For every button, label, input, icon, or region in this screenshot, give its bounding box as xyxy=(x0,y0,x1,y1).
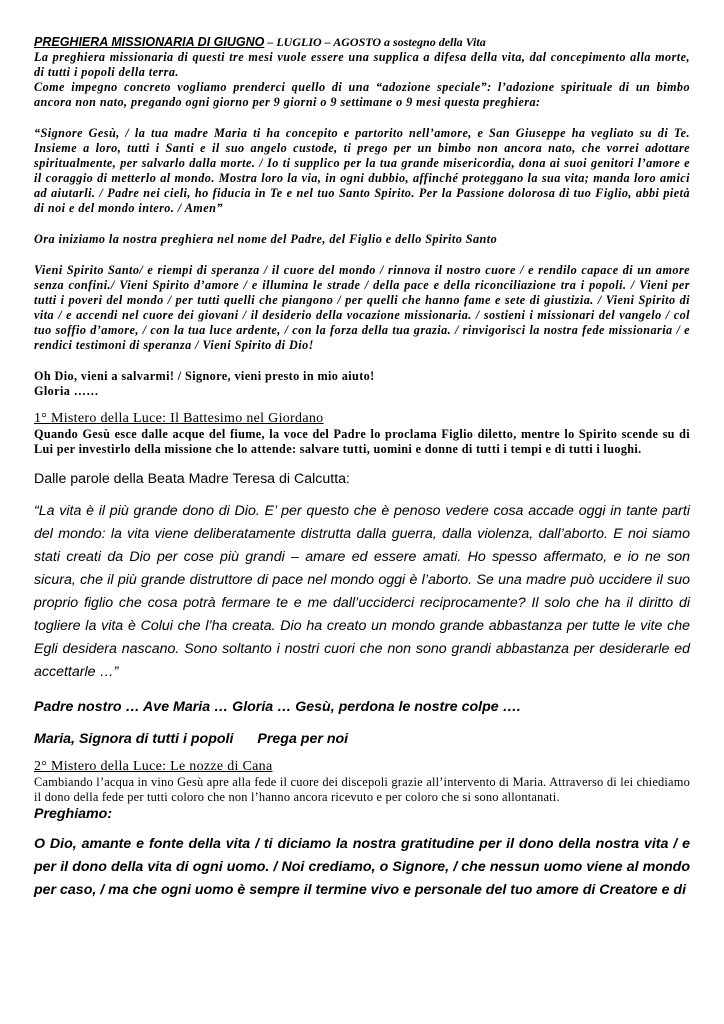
spacer xyxy=(34,216,690,232)
maria-invocation: Maria, Signora di tutti i popoli xyxy=(34,731,234,747)
intro-paragraph-2: Come impegno concreto vogliamo prenderci quello di una “adozione speciale”: l’adozione spirituale di un bimbo ancora non nato, pregando ogni giorno per 9 giorni o 9 settimane o 9 mesi questa preghiera: xyxy=(34,80,690,109)
teresa-heading: Dalle parole della Beata Madre Teresa di Calcutta: xyxy=(34,471,350,487)
preghiamo-text: O Dio, amante e fonte della vita / ti diciamo la nostra gratitudine per il dono della nostra vita / e per il dono della vita di ogni uomo. / Noi crediamo, o Signore, / che nessun uomo viene al mondo per caso, / ma che ogni uomo è sempre il termine vivo e personale del tuo amore di Creatore e di xyxy=(34,836,690,898)
spacer xyxy=(34,684,690,698)
spacer xyxy=(34,823,690,833)
title-subtitle: – LUGLIO – AGOSTO a sostegno della Vita xyxy=(264,35,486,49)
holy-spirit-prayer: Vieni Spirito Santo/ e riempi di speranza / il cuore del mondo / rinnova il nostro cuore / e rendilo capace di un amore senza confini./ Vieni Spirito d’amore / e illumina le strade / della pace e della riconciliazione tra i popoli. / Vieni per tutti i poveri del mondo / per tutti quelli che piangono / per quelli che hanno fame e sete di giustizia. / Vieni Spirito di vita / e accendi nel cuore dei giovani / il desiderio della vocazione missionaria. / sostieni i missionari del vangelo / col tuo soffio d’amore, / con la tua luce ardente, / con la forza della tua grazia. / rinvigorisci la nostra fede missionaria / e rendici testimoni di speranza / Vieni Spirito di Dio! xyxy=(34,263,690,352)
mystery-1-text: Quando Gesù esce dalle acque del fiume, la voce del Padre lo proclama Figlio diletto, mentre lo Spirito scende su di Lui per investirlo della missione che lo attende: salvare tutti, uomini e donne di tutti i tempi e di tutti i luoghi. xyxy=(34,427,690,456)
title-main: PREGHIERA MISSIONARIA DI GIUGNO xyxy=(34,35,265,49)
invocation-line: Oh Dio, vieni a salvarmi! / Signore, vieni presto in mio aiuto! xyxy=(34,369,375,383)
mystery-1-heading: 1° Mistero della Luce: Il Battesimo nel Giordano xyxy=(34,411,324,426)
preghiamo-heading: Preghiamo: xyxy=(34,806,113,822)
maria-line xyxy=(34,730,690,748)
spacer xyxy=(34,716,690,730)
spacer xyxy=(34,110,690,126)
mystery-2-text: Cambiando l’acqua in vino Gesù apre alla fede il cuore dei discepoli grazie all’intervento di Maria. Attraverso di lei chiediamo il dono della fede per tutti coloro che non l’hanno ancora ricevuto e per coloro che si sono allontanati. xyxy=(34,775,690,804)
spacer xyxy=(34,488,690,500)
prayers-line: Padre nostro … Ave Maria … Gloria … Gesù, perdona le nostre colpe …. xyxy=(34,699,521,715)
spacer xyxy=(34,457,690,470)
mystery-2-heading: 2° Mistero della Luce: Le nozze di Cana xyxy=(34,759,273,774)
spacer xyxy=(34,399,690,411)
intro-paragraph-1: La preghiera missionaria di questi tre mesi vuole essere una supplica a difesa della vita, dal concepimento alla morte, di tutti i popoli della terra. xyxy=(34,50,690,79)
spacer xyxy=(34,748,690,759)
document-title xyxy=(34,34,690,50)
document-page xyxy=(34,34,690,902)
spacer xyxy=(34,353,690,369)
opening-invocation: Ora iniziamo la nostra preghiera nel nome del Padre, del Figlio e dello Spirito Santo xyxy=(34,232,498,246)
gloria-line: Gloria …… xyxy=(34,384,99,398)
spacer xyxy=(34,247,690,263)
teresa-quote: “La vita è il più grande dono di Dio. E’ per questo che è penoso vedere cosa accade oggi in tante parti del mondo: la vita viene deliberatamente distrutta dalla guerra, dalla violenza, dall’aborto. E noi siamo stati creati da Dio per cose più grandi – amare ed essere amati. Ho spesso affermato, e io ne son sicura, che il più grande distruttore di pace nel mondo oggi è l’aborto. Se una madre può uccidere il suo proprio figlio che cosa potrà fermare te e me dall’ucciderci reciprocamente? Il solo che ha il diritto di togliere la vita è Colui che l’ha creata. Dio ha creato un mondo grande abbastanza per tutte le vite che Egli desidera nascano. Sono soltanto i nostri cuori che non sono grandi abbastanza per desiderarle ed accettarle …” xyxy=(34,503,690,680)
maria-response: Prega per noi xyxy=(257,731,349,747)
adoption-prayer: “Signore Gesù, / la tua madre Maria ti ha concepito e partorito nell’amore, e San Giuseppe ha vegliato su di Te. Insieme a loro, tutti i Santi e il suo angelo custode, ti prego per un bimbo non ancora nato, che vorrei adottare spiritualmente, per salvarlo dalla morte. / Io ti supplico per la tua grande misericordia, dona ai suoi genitori l’amore e il coraggio di metterlo al mondo. Mostra loro la via, in ogni dubbio, affinché proteggano la sua vita; manda loro amici ad aiutarli. / Padre nei cieli, ho fiducia in Te e nel tuo Santo Spirito. Per la Passione dolorosa di tuo Figlio, abbi pietà di noi e del mondo intero. / Amen” xyxy=(34,126,690,215)
